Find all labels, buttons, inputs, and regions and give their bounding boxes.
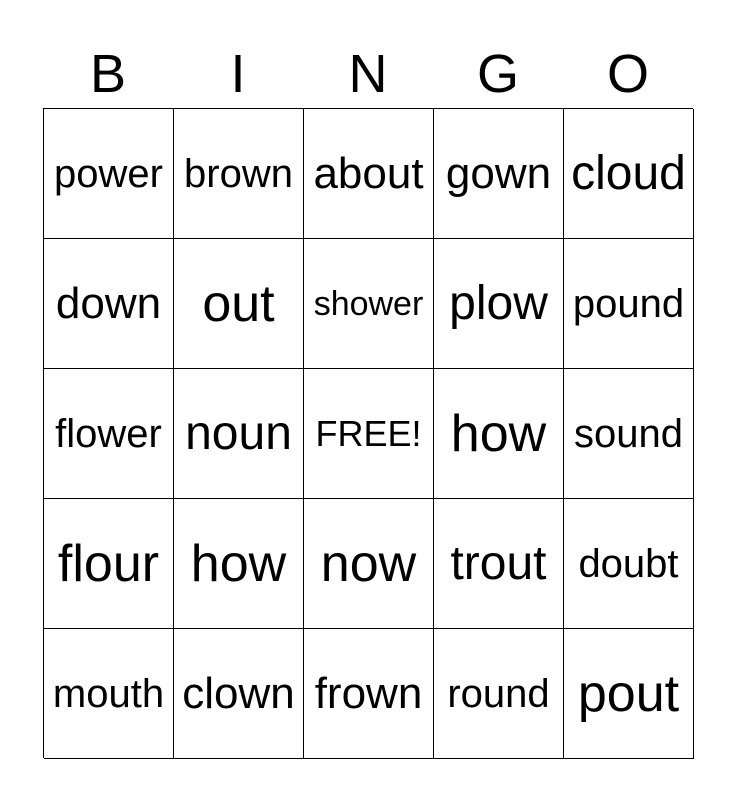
bingo-cell[interactable]: pout (564, 629, 694, 759)
bingo-cell[interactable]: noun (174, 369, 304, 499)
bingo-board (43, 108, 693, 758)
bingo-cell[interactable]: round (434, 629, 564, 759)
bingo-cell[interactable]: now (304, 499, 434, 629)
header-letter-b: B (89, 44, 127, 104)
bingo-cell[interactable]: sound (564, 369, 694, 499)
bingo-cell[interactable]: trout (434, 499, 564, 629)
free-space-cell[interactable]: FREE! (304, 369, 434, 499)
bingo-cell[interactable]: how (434, 369, 564, 499)
bingo-cell[interactable]: brown (174, 109, 304, 239)
bingo-cell[interactable]: power (44, 109, 174, 239)
bingo-cell[interactable]: flour (44, 499, 174, 629)
bingo-cell[interactable]: out (174, 239, 304, 369)
bingo-cell[interactable]: plow (434, 239, 564, 369)
header-letter-n: N (348, 44, 388, 104)
header-letter-o: O (606, 44, 649, 104)
header-letter-g: G (476, 44, 519, 104)
bingo-cell[interactable]: shower (304, 239, 434, 369)
bingo-cell[interactable]: pound (564, 239, 694, 369)
bingo-cell[interactable]: gown (434, 109, 564, 239)
bingo-cell[interactable]: about (304, 109, 434, 239)
bingo-cell[interactable]: flower (44, 369, 174, 499)
bingo-cell[interactable]: cloud (564, 109, 694, 239)
bingo-cell[interactable]: how (174, 499, 304, 629)
bingo-cell[interactable]: mouth (44, 629, 174, 759)
bingo-cell[interactable]: clown (174, 629, 304, 759)
bingo-cell[interactable]: down (44, 239, 174, 369)
bingo-cell[interactable]: frown (304, 629, 434, 759)
bingo-header (43, 40, 693, 108)
header-letter-i: I (230, 44, 246, 104)
bingo-cell[interactable]: doubt (564, 499, 694, 629)
